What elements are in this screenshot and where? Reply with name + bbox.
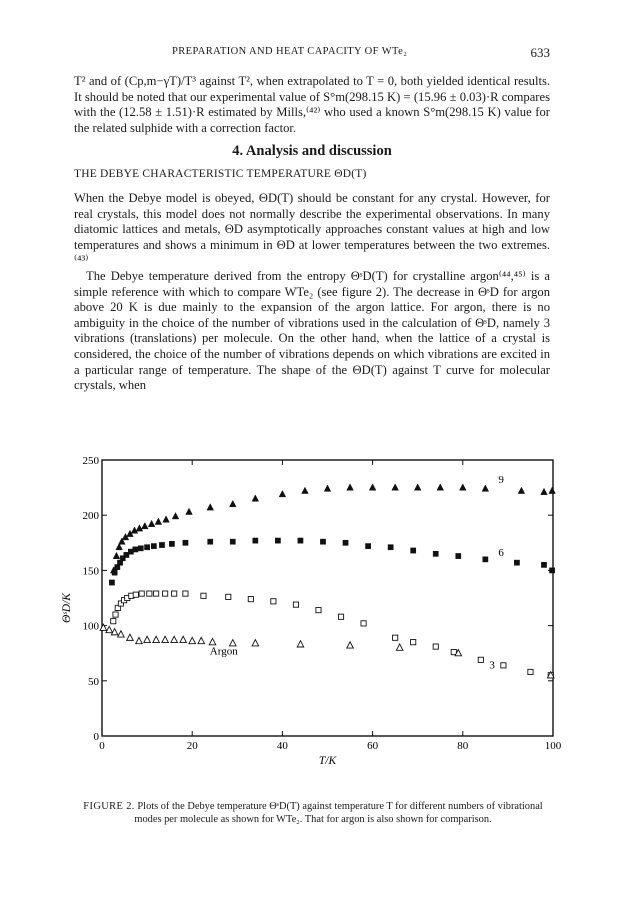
annotation-3: 3 bbox=[489, 659, 495, 672]
data-point-series-9 bbox=[163, 516, 170, 522]
y-tick-label: 0 bbox=[93, 731, 99, 743]
data-point-series-6 bbox=[388, 545, 393, 550]
data-point-series-6 bbox=[133, 547, 138, 552]
data-point-series-3 bbox=[316, 608, 321, 613]
data-point-series-argon bbox=[106, 626, 113, 632]
data-point-series-3 bbox=[248, 597, 253, 602]
data-point-series-6 bbox=[483, 557, 488, 562]
data-point-series-9 bbox=[148, 520, 155, 526]
data-point-series-3 bbox=[139, 591, 144, 596]
data-point-series-3 bbox=[528, 669, 533, 674]
caption-label: FIGURE 2. bbox=[83, 801, 135, 812]
data-point-series-9 bbox=[437, 484, 444, 490]
data-point-series-argon bbox=[180, 636, 187, 642]
data-point-series-6 bbox=[169, 541, 174, 546]
data-point-series-3 bbox=[111, 619, 116, 624]
y-tick-label: 200 bbox=[82, 510, 99, 523]
data-point-series-9 bbox=[302, 487, 309, 493]
data-point-series-argon bbox=[144, 636, 151, 642]
data-point-series-9 bbox=[518, 487, 525, 493]
data-point-series-argon bbox=[171, 636, 178, 642]
data-point-series-3 bbox=[133, 592, 138, 597]
y-tick-label: 150 bbox=[82, 565, 99, 578]
plot-frame bbox=[102, 460, 553, 736]
x-tick-label: 40 bbox=[276, 740, 288, 752]
data-point-series-6 bbox=[514, 560, 519, 565]
y-axis-label: ΘˢD/K bbox=[61, 593, 73, 623]
data-point-series-argon bbox=[198, 637, 205, 643]
data-point-series-6 bbox=[456, 553, 461, 558]
data-point-series-6 bbox=[549, 568, 554, 573]
data-point-series-9 bbox=[229, 500, 236, 506]
data-point-series-6 bbox=[151, 544, 156, 549]
data-point-series-3 bbox=[411, 640, 416, 645]
data-point-series-3 bbox=[501, 663, 506, 668]
data-point-series-9 bbox=[113, 552, 120, 558]
data-point-series-6 bbox=[541, 562, 546, 567]
data-point-series-6 bbox=[159, 542, 164, 547]
data-point-series-9 bbox=[142, 523, 149, 529]
data-point-series-3 bbox=[478, 657, 483, 662]
data-point-series-9 bbox=[369, 484, 376, 490]
data-point-series-9 bbox=[155, 518, 162, 524]
data-point-series-argon bbox=[347, 642, 354, 648]
data-point-series-6 bbox=[208, 539, 213, 544]
data-point-series-3 bbox=[393, 635, 398, 640]
data-point-series-argon bbox=[189, 637, 196, 643]
data-point-series-9 bbox=[252, 495, 259, 501]
data-point-series-6 bbox=[183, 540, 188, 545]
x-tick-label: 20 bbox=[186, 740, 198, 752]
data-point-series-3 bbox=[163, 591, 168, 596]
data-point-series-6 bbox=[253, 538, 258, 543]
data-point-series-3 bbox=[271, 599, 276, 604]
paragraph-argon-reference: The Debye temperature derived from the entropy ΘˢD(T) for crystalline argon⁽⁴⁴,⁴⁵⁾ is a simple reference with which to compare WTe₂ (see figure 2). The decrease in ΘˢD for argon above 20 K is due mainly to the expansion of the argon lattice. For argon, there is no ambiguity in the choice of the number of vibrations used in the calculation of ΘˢD, namely 3 vibrations (translations) per molecule. On the other hand, when the lattice of a crystal is considered, the choice of the number of vibrations depends on which vibrations are excited in a particular range of temperature. The shape of the ΘD(T) against T curve for molecular crystals, when bbox=[74, 269, 550, 393]
data-point-series-9 bbox=[186, 508, 193, 514]
data-point-series-3 bbox=[113, 612, 118, 617]
data-point-series-3 bbox=[361, 621, 366, 626]
running-head: PREPARATION AND HEAT CAPACITY OF WTe₂ bbox=[172, 46, 408, 57]
annotation-9: 9 bbox=[498, 474, 504, 487]
data-point-series-6 bbox=[298, 538, 303, 543]
data-point-series-3 bbox=[154, 591, 159, 596]
data-point-series-9 bbox=[460, 484, 467, 490]
paragraph-debye-model: When the Debye model is obeyed, ΘD(T) should be constant for any crystal. However, for real crystals, this model does not normally describe the experimental observations. In many diatomic lattices and metals, ΘD asymptotically approaches constant values at high and low temperatures and shows a minimum in ΘD at lower temperatures between the two extremes.⁽⁴³⁾ bbox=[74, 191, 550, 268]
caption-text: Plots of the Debye temperature ΘˢD(T) against temperature T for different numbers of vibrational modes per molecule as shown for WTe₂. That for argon is also shown for comparison. bbox=[134, 801, 543, 826]
annotation-argon: Argon bbox=[209, 645, 238, 658]
data-point-series-9 bbox=[541, 488, 548, 494]
data-point-series-9 bbox=[482, 485, 489, 491]
data-point-series-6 bbox=[275, 538, 280, 543]
data-point-series-argon bbox=[297, 641, 304, 647]
data-point-series-3 bbox=[293, 602, 298, 607]
data-point-series-6 bbox=[138, 546, 143, 551]
data-point-series-9 bbox=[279, 491, 286, 497]
page-header bbox=[74, 46, 550, 62]
data-point-series-9 bbox=[392, 484, 399, 490]
data-point-series-6 bbox=[343, 540, 348, 545]
data-point-series-3 bbox=[433, 644, 438, 649]
data-point-series-9 bbox=[172, 513, 179, 519]
data-point-series-3 bbox=[147, 591, 152, 596]
figure-caption bbox=[74, 800, 552, 826]
data-point-series-argon bbox=[136, 637, 143, 643]
data-point-series-9 bbox=[549, 487, 556, 493]
data-point-series-argon bbox=[153, 636, 160, 642]
data-point-series-3 bbox=[183, 591, 188, 596]
y-tick-label: 250 bbox=[82, 455, 99, 467]
page-number: 633 bbox=[530, 45, 550, 60]
data-point-series-3 bbox=[226, 594, 231, 599]
y-tick-label: 100 bbox=[82, 620, 99, 633]
data-point-series-9 bbox=[324, 485, 331, 491]
y-tick-label: 50 bbox=[88, 675, 99, 688]
x-tick-label: 80 bbox=[457, 740, 469, 752]
data-point-series-6 bbox=[433, 551, 438, 556]
data-point-series-6 bbox=[112, 570, 117, 575]
data-point-series-6 bbox=[145, 545, 150, 550]
debye-temperature-chart bbox=[52, 452, 572, 782]
data-point-series-argon bbox=[396, 644, 403, 650]
data-point-series-9 bbox=[207, 504, 214, 510]
data-point-series-argon bbox=[209, 638, 216, 644]
annotation-6: 6 bbox=[498, 547, 504, 560]
data-point-series-3 bbox=[338, 614, 343, 619]
data-point-series-argon bbox=[100, 624, 107, 630]
paragraph-entropy-comparison: T² and of (Cp,m−γT)/T³ against T², when extrapolated to T = 0, both yielded identical results. It should be noted that our experimental value of S°m(298.15 K) = (15.96 ± 0.03)·R compares with the (12.58 ± 1.51)·R estimated by Mills,⁽⁴²⁾ who used a known S°m(298.15 K) value for the related sulphide with a correction factor. bbox=[74, 74, 550, 135]
data-point-series-9 bbox=[136, 525, 143, 531]
figure-2 bbox=[52, 452, 572, 787]
data-point-series-argon bbox=[118, 631, 125, 637]
x-tick-label: 100 bbox=[544, 740, 562, 752]
data-point-series-6 bbox=[109, 580, 114, 585]
x-tick-label: 0 bbox=[99, 740, 105, 752]
data-point-series-6 bbox=[320, 539, 325, 544]
data-point-series-9 bbox=[347, 484, 354, 490]
data-point-series-argon bbox=[127, 634, 134, 640]
section-heading: 4. Analysis and discussion bbox=[232, 143, 392, 159]
data-point-series-argon bbox=[162, 636, 169, 642]
data-point-series-argon bbox=[252, 640, 259, 646]
data-point-series-6 bbox=[230, 539, 235, 544]
subheading-debye-temperature: THE DEBYE CHARACTERISTIC TEMPERATURE ΘD(T) bbox=[74, 168, 367, 180]
x-axis-label: T/K bbox=[318, 755, 337, 767]
data-point-series-3 bbox=[172, 591, 177, 596]
data-point-series-6 bbox=[365, 544, 370, 549]
data-point-series-6 bbox=[411, 548, 416, 553]
data-point-series-9 bbox=[414, 484, 421, 490]
data-point-series-3 bbox=[201, 593, 206, 598]
x-tick-label: 60 bbox=[367, 740, 379, 752]
